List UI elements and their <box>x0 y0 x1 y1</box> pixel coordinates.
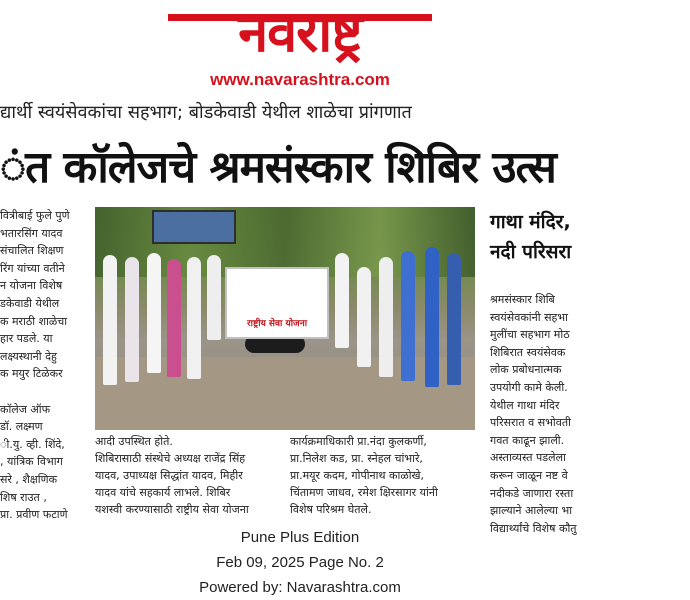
right-line: परिसरात व सभोवती <box>490 416 572 430</box>
caption-line: यशस्वी करण्यासाठी राष्ट्रीय सेवा योजना <box>95 503 249 516</box>
left-line: डॉ. लक्ष्मण <box>0 420 43 434</box>
left-line: हार पडले. या <box>0 332 53 346</box>
student-figure <box>379 257 393 377</box>
student-figure <box>103 255 117 385</box>
nss-banner-title: राष्ट्रीय सेवा योजना <box>246 319 308 329</box>
headline: ंत कॉलेजचे श्रमसंस्कार शिबिर उत्स <box>0 142 556 193</box>
right-column <box>485 207 600 535</box>
right-line: उपयोगी कामे केली. <box>490 380 568 394</box>
left-line: वित्रीबाई फुले पुणे <box>0 209 70 222</box>
right-line: गवत काढून झाली. <box>490 433 565 447</box>
right-line: करून जाळून नष्ट वे <box>490 468 568 482</box>
right-line: स्वयंसेवकांनी सहभा <box>490 310 568 324</box>
middle-line: प्रा.निलेश कड, प्रा. स्नेहल चांभारे, <box>290 452 423 465</box>
left-line: ी.यु. व्ही. शिंदे, <box>0 437 65 451</box>
middle-line: विशेष परिश्रम घेतले. <box>290 503 372 516</box>
left-line: क मराठी शाळेचा <box>0 314 68 328</box>
caption-line: यादव यांचे सहकार्य लाभले. शिबिर <box>95 486 231 499</box>
left-line: क मयुर टिळेकर <box>0 367 63 381</box>
left-line: भतारसिंग यादव <box>0 226 63 240</box>
caption-line: शिबिरासाठी संस्थेचे अध्यक्ष राजेंद्र सिंह <box>95 452 246 465</box>
middle-line: कार्यक्रमाधिकारी प्रा.नंदा कुलकर्णी, <box>290 435 427 448</box>
student-figure <box>167 259 181 377</box>
middle-column-text <box>290 433 480 528</box>
student-figure <box>147 253 161 373</box>
left-line: डकेवाडी येथील <box>0 296 60 310</box>
student-figure <box>357 267 371 367</box>
left-line: कॉलेज ऑफ <box>0 402 51 416</box>
left-line: रिंग यांच्या वतीने <box>0 261 65 275</box>
right-subhead-line: गाथा मंदिर, <box>490 211 571 233</box>
right-line: येथील गाथा मंदिर <box>490 398 560 412</box>
left-line: सरे , शैक्षणिक <box>0 472 58 486</box>
right-line: श्रमसंस्कार शिबि <box>490 293 555 306</box>
masthead <box>0 0 600 100</box>
right-subhead <box>490 207 690 267</box>
right-line: लोक प्रबोधनात्मक <box>490 363 562 377</box>
right-line: विद्यार्थ्यांचे विशेष कौतु <box>490 521 577 535</box>
edition-footer <box>0 525 600 600</box>
right-line: नदीकडे जाणारा रस्ता <box>490 486 574 500</box>
caption-column-text <box>95 433 285 528</box>
caption-line: आदी उपस्थित होते. <box>95 435 173 448</box>
nss-banner <box>225 267 329 339</box>
left-line: लक्ष्यस्थानी देहु <box>0 349 57 363</box>
left-line: शिष राउत , <box>0 490 47 504</box>
caption-line: यादव, उपाध्यक्ष सिद्धांत यादव, मिहीर <box>95 469 243 482</box>
right-column-text <box>490 291 690 537</box>
middle-line: चिंतामण जाधव, रमेश क्षिरसागर यांनी <box>290 486 438 499</box>
group-photo <box>95 207 475 430</box>
right-line: शिबिरात स्वयंसेवक <box>490 345 566 359</box>
left-line: प्रा. प्रवीण फटाणे <box>0 508 68 522</box>
left-column-text <box>0 207 90 527</box>
website-url[interactable] <box>165 70 435 90</box>
middle-line: प्रा.मयूर कदम, गोपीनाथ काळोखे, <box>290 469 425 482</box>
left-line: , यांत्रिक विभाग <box>0 455 63 469</box>
newspaper-logo[interactable]: नवराष्ट्र <box>238 1 362 64</box>
student-figure <box>401 251 415 381</box>
date-page-label: Feb 09, 2025 Page No. 2 <box>216 554 384 571</box>
strap-line: द्यार्थी स्वयंसेवकांचा सहभाग; बोडकेवाडी येथील शाळेचा प्रांगणात <box>0 102 412 123</box>
student-figure <box>425 247 439 387</box>
photo-signboard <box>152 210 236 244</box>
right-line: अस्ताव्यस्त पडलेला <box>490 451 566 465</box>
left-line: न योजना विशेष <box>0 279 63 293</box>
student-figure <box>335 253 349 348</box>
edition-label: Pune Plus Edition <box>240 529 360 546</box>
student-figure <box>125 257 139 382</box>
right-subhead-line: नदी परिसरा <box>490 241 572 263</box>
student-figure <box>187 257 201 379</box>
right-line: मुलींचा सहभाग मोठ <box>490 328 570 342</box>
website-url-text: www.navarashtra.com <box>210 70 390 89</box>
student-figure <box>207 255 221 340</box>
right-line: झाल्याने आलेल्या भा <box>490 504 573 518</box>
left-line: संचालित शिक्षण <box>0 244 64 258</box>
student-figure <box>447 253 461 385</box>
powered-by-label: Powered by: Navarashtra.com <box>199 579 401 596</box>
left-line <box>0 383 90 401</box>
